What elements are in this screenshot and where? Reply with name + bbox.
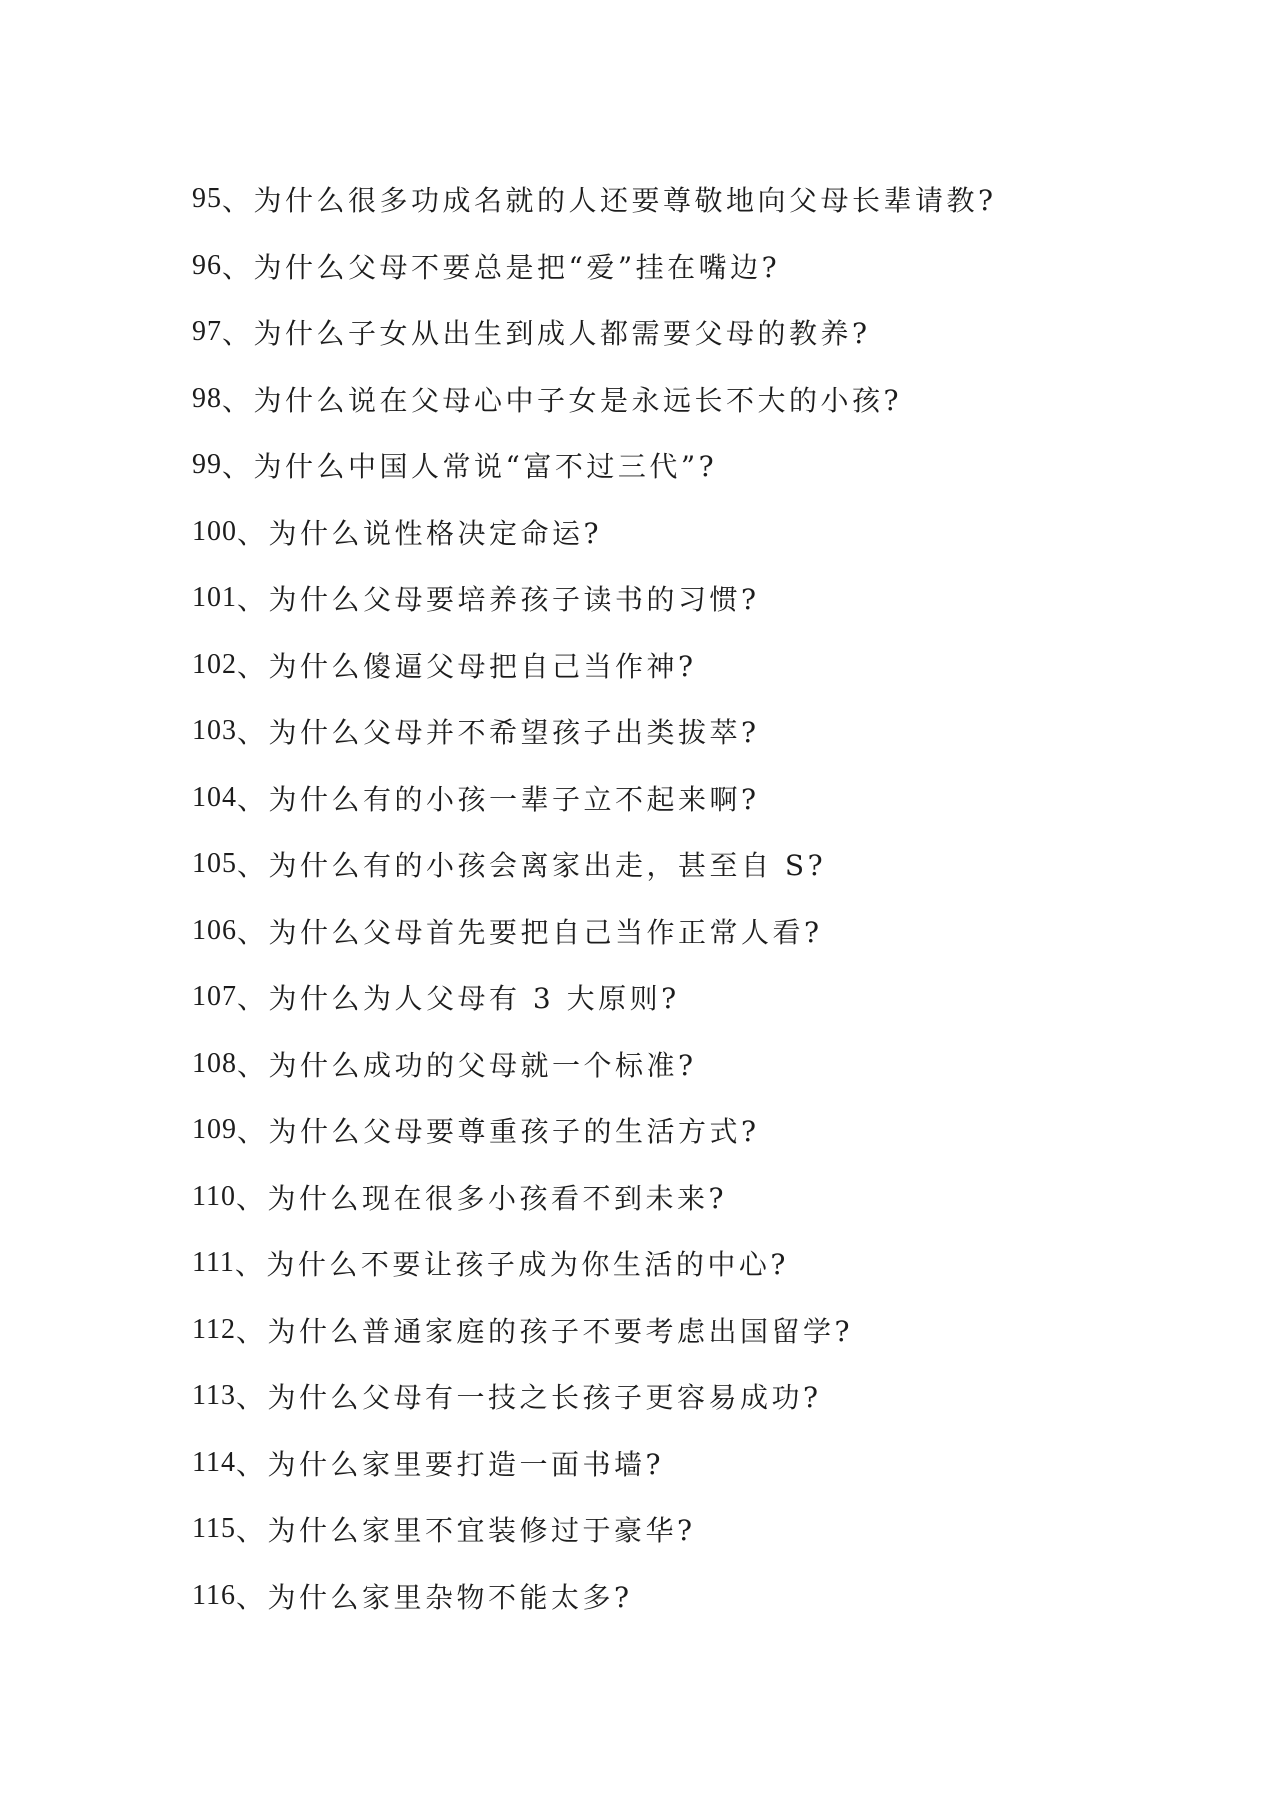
item-number: 98 [192,382,222,414]
question-list [192,166,997,1629]
list-item [192,698,997,765]
item-number: 96 [192,249,222,281]
item-number: 108 [192,1047,237,1079]
item-number: 114 [192,1446,236,1478]
item-text: 、为什么现在很多小孩看不到未来? [235,1181,727,1215]
list-item [192,432,997,499]
item-number: 116 [192,1579,236,1611]
list-item [192,1097,997,1164]
item-text: 、为什么说在父母心中子女是永远长不大的小孩? [222,383,903,417]
list-item [192,233,997,300]
list-item [192,366,997,433]
item-text: 、为什么家里杂物不能太多? [235,1580,633,1614]
item-number: 111 [192,1247,235,1279]
item-number: 107 [192,981,237,1013]
item-number: 106 [192,914,237,946]
list-item [192,765,997,832]
item-text: 、为什么傻逼父母把自己当作神? [237,649,697,683]
item-number: 95 [192,183,222,215]
item-text: 、为什么家里要打造一面书墙? [235,1447,664,1481]
item-number: 104 [192,781,237,813]
item-text: 、为什么家里不宜装修过于豪华? [235,1514,696,1548]
list-item [192,1430,997,1497]
list-item [192,964,997,1031]
list-item [192,166,997,233]
list-item [192,1297,997,1364]
item-text: 、为什么不要让孩子成为你生活的中心? [234,1248,789,1282]
list-item [192,499,997,566]
list-item [192,898,997,965]
item-text: 、为什么父母并不希望孩子出类拔萃? [237,716,760,750]
list-item [192,1230,997,1297]
item-number: 101 [192,582,237,614]
item-number: 102 [192,648,237,680]
list-item [192,1363,997,1430]
item-number: 110 [192,1180,236,1212]
item-text: 、为什么有的小孩一辈子立不起来啊? [237,782,760,816]
item-text: 、为什么很多功成名就的人还要尊敬地向父母长辈请教? [222,184,997,218]
item-number: 100 [192,515,237,547]
list-item [192,1563,997,1630]
list-item [192,299,997,366]
list-item [192,565,997,632]
list-item [192,831,997,898]
list-item [192,1164,997,1231]
item-text: 、为什么子女从出生到成人都需要父母的教养? [222,317,871,351]
item-text: 、为什么普通家庭的孩子不要考虑出国留学? [235,1314,853,1348]
item-text: 、为什么父母首先要把自己当作正常人看? [237,915,823,949]
item-number: 97 [192,316,222,348]
item-text: 、为什么父母要培养孩子读书的习惯? [237,583,760,617]
item-text: 、为什么中国人常说“富不过三代”? [222,450,718,484]
list-item [192,1496,997,1563]
item-number: 109 [192,1114,237,1146]
item-number: 99 [192,449,222,481]
list-item [192,632,997,699]
item-number: 113 [192,1380,236,1412]
item-text: 、为什么父母要尊重孩子的生活方式? [237,1115,760,1149]
item-text: 、为什么为人父母有 3 大原则? [237,982,680,1016]
item-text: 、为什么有的小孩会离家出走，甚至自 S? [237,849,827,883]
item-number: 112 [192,1313,236,1345]
list-item [192,1031,997,1098]
item-number: 103 [192,715,237,747]
item-text: 、为什么父母不要总是把“爱”挂在嘴边? [222,250,781,284]
item-text: 、为什么说性格决定命运? [237,516,603,550]
item-text: 、为什么成功的父母就一个标准? [237,1048,697,1082]
item-text: 、为什么父母有一技之长孩子更容易成功? [235,1381,822,1415]
item-number: 105 [192,848,237,880]
item-number: 115 [192,1513,236,1545]
